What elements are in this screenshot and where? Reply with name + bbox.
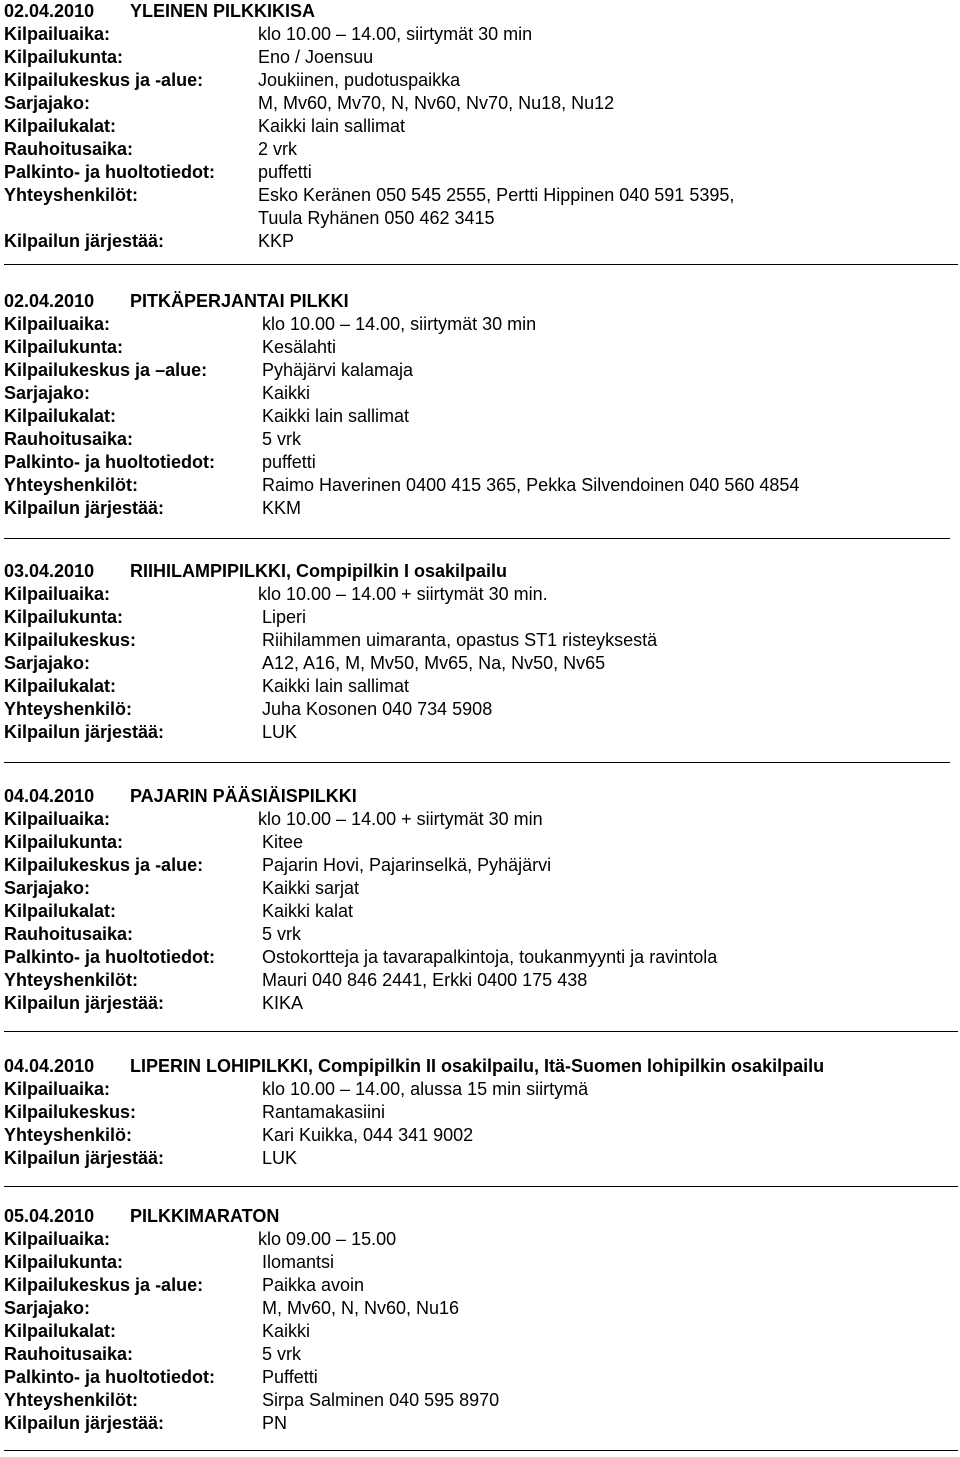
event-header [4, 1055, 958, 1078]
event-title: PITKÄPERJANTAI PILKKI [130, 291, 349, 311]
field-label: Yhteyshenkilöt: [4, 1390, 139, 1410]
field-row [4, 946, 958, 969]
field-value: Esko Keränen 050 545 2555, Pertti Hippinen 040 591 5395, [258, 185, 735, 205]
field-value: Tuula Ryhänen 050 462 3415 [258, 208, 495, 228]
field-row [4, 428, 958, 451]
event-date: 03.04.2010 [4, 561, 95, 581]
event-entry [4, 560, 958, 744]
field-row [4, 451, 958, 474]
field-value: puffetti [262, 452, 316, 472]
field-label: Kilpailuaika: [4, 584, 111, 604]
field-label: Kilpailukeskus: [4, 1102, 137, 1122]
field-value: Sirpa Salminen 040 595 8970 [262, 1390, 500, 1410]
field-value: Kaikki [262, 1321, 311, 1341]
event-entry [4, 785, 958, 1015]
field-label: Kilpailukeskus ja -alue: [4, 70, 204, 90]
field-value: Kaikki lain sallimat [262, 676, 410, 696]
field-row [4, 606, 958, 629]
event-entry [4, 0, 958, 253]
field-label: Kilpailuaika: [4, 314, 111, 334]
field-label: Palkinto- ja huoltotiedot: [4, 947, 215, 967]
field-value: Raimo Haverinen 0400 415 365, Pekka Silvendoinen 040 560 4854 [262, 475, 800, 495]
field-row [4, 161, 958, 184]
field-label: Kilpailukunta: [4, 607, 124, 627]
field-row [4, 1147, 958, 1170]
field-row [4, 336, 958, 359]
field-label: Yhteyshenkilöt: [4, 185, 139, 205]
event-title: PAJARIN PÄÄSIÄISPILKKI [130, 786, 357, 806]
field-label: Kilpailukunta: [4, 337, 124, 357]
field-value: Kaikki lain sallimat [258, 116, 406, 136]
field-row [4, 1366, 958, 1389]
field-row [4, 969, 958, 992]
field-label: Kilpailuaika: [4, 1079, 111, 1099]
field-row [4, 1124, 958, 1147]
field-value: Kesälahti [262, 337, 337, 357]
field-row [4, 652, 958, 675]
field-value: 5 vrk [262, 429, 302, 449]
field-label: Kilpailukunta: [4, 1252, 124, 1272]
field-row [4, 831, 958, 854]
field-row [4, 721, 958, 744]
field-value: klo 10.00 – 14.00 + siirtymät 30 min [258, 809, 543, 829]
field-value: KKM [262, 498, 302, 518]
field-row [4, 405, 958, 428]
field-value: klo 10.00 – 14.00 + siirtymät 30 min. [258, 584, 548, 604]
field-label: Kilpailun järjestää: [4, 231, 165, 251]
field-row [4, 46, 958, 69]
field-value: KIKA [262, 993, 304, 1013]
field-row [4, 1228, 958, 1251]
field-row [4, 138, 958, 161]
field-value: 2 vrk [258, 139, 298, 159]
field-label: Kilpailukeskus ja -alue: [4, 1275, 204, 1295]
event-date: 04.04.2010 [4, 1056, 95, 1076]
field-value: 5 vrk [262, 1344, 302, 1364]
field-label: Yhteyshenkilö: [4, 1125, 133, 1145]
field-label: Rauhoitusaika: [4, 429, 134, 449]
event-entry [4, 1055, 958, 1170]
field-row [4, 230, 958, 253]
field-value: Kaikki sarjat [262, 878, 360, 898]
field-label: Palkinto- ja huoltotiedot: [4, 1367, 215, 1387]
field-value: Kaikki kalat [262, 901, 354, 921]
field-value: Ostokortteja ja tavarapalkintoja, toukanmyynti ja ravintola [262, 947, 718, 967]
field-row [4, 583, 958, 606]
section-divider [4, 1186, 958, 1187]
field-label: Sarjajako: [4, 653, 91, 673]
field-row [4, 115, 958, 138]
event-header [4, 560, 958, 583]
field-value: Riihilammen uimaranta, opastus ST1 risteyksestä [262, 630, 658, 650]
field-row [4, 1412, 958, 1435]
field-label: Kilpailukalat: [4, 116, 117, 136]
field-label: Rauhoitusaika: [4, 1344, 134, 1364]
field-label: Kilpailun järjestää: [4, 498, 165, 518]
field-value: klo 10.00 – 14.00, siirtymät 30 min [258, 24, 533, 44]
field-label: Palkinto- ja huoltotiedot: [4, 452, 215, 472]
event-header [4, 1205, 958, 1228]
field-value: KKP [258, 231, 295, 251]
field-value: Kaikki lain sallimat [262, 406, 410, 426]
field-row [4, 877, 958, 900]
field-value: klo 09.00 – 15.00 [258, 1229, 397, 1249]
field-label: Sarjajako: [4, 383, 91, 403]
field-row [4, 1078, 958, 1101]
field-row [4, 1389, 958, 1412]
field-row [4, 1101, 958, 1124]
event-title: RIIHILAMPIPILKKI, Compipilkin I osakilpailu [130, 561, 508, 581]
field-row [4, 1297, 958, 1320]
section-divider [4, 538, 950, 539]
field-label: Kilpailukalat: [4, 1321, 117, 1341]
field-row [4, 69, 958, 92]
event-header [4, 785, 958, 808]
field-value: PN [262, 1413, 288, 1433]
event-title: PILKKIMARATON [130, 1206, 280, 1226]
event-header [4, 0, 958, 23]
section-divider [4, 264, 958, 265]
field-label: Yhteyshenkilöt: [4, 970, 139, 990]
field-row [4, 1320, 958, 1343]
field-value: Eno / Joensuu [258, 47, 374, 67]
field-value: Liperi [262, 607, 307, 627]
field-label: Kilpailukeskus ja -alue: [4, 855, 204, 875]
field-row [4, 184, 958, 207]
field-value: Pyhäjärvi kalamaja [262, 360, 414, 380]
field-value: puffetti [258, 162, 312, 182]
field-row [4, 474, 958, 497]
field-row [4, 359, 958, 382]
field-label: Palkinto- ja huoltotiedot: [4, 162, 215, 182]
event-date: 02.04.2010 [4, 291, 95, 311]
field-label: Sarjajako: [4, 878, 91, 898]
field-value: Puffetti [262, 1367, 318, 1387]
event-date: 04.04.2010 [4, 786, 95, 806]
event-date: 02.04.2010 [4, 1, 95, 21]
field-row [4, 629, 958, 652]
field-label: Yhteyshenkilöt: [4, 475, 139, 495]
field-value: klo 10.00 – 14.00, siirtymät 30 min [262, 314, 537, 334]
field-row [4, 675, 958, 698]
field-label: Kilpailun järjestää: [4, 1413, 165, 1433]
field-value: Pajarin Hovi, Pajarinselkä, Pyhäjärvi [262, 855, 552, 875]
field-value: Paikka avoin [262, 1275, 365, 1295]
field-label: Sarjajako: [4, 1298, 91, 1318]
field-value: Rantamakasiini [262, 1102, 386, 1122]
field-value: Ilomantsi [262, 1252, 335, 1272]
field-label: Kilpailuaika: [4, 1229, 111, 1249]
field-label: Kilpailukunta: [4, 832, 124, 852]
field-row [4, 313, 958, 336]
event-header [4, 290, 958, 313]
field-row [4, 23, 958, 46]
field-value: Juha Kosonen 040 734 5908 [262, 699, 493, 719]
section-divider [4, 1031, 958, 1032]
field-row [4, 992, 958, 1015]
field-label: Kilpailun järjestää: [4, 1148, 165, 1168]
field-value: klo 10.00 – 14.00, alussa 15 min siirtymä [262, 1079, 589, 1099]
field-label: Sarjajako: [4, 93, 91, 113]
event-entry [4, 290, 958, 520]
field-label: Kilpailuaika: [4, 24, 111, 44]
field-label: Kilpailukunta: [4, 47, 124, 67]
field-value: M, Mv60, Mv70, N, Nv60, Nv70, Nu18, Nu12 [258, 93, 615, 113]
field-label: Kilpailukalat: [4, 406, 117, 426]
field-label: Kilpailukeskus ja –alue: [4, 360, 208, 380]
field-row [4, 854, 958, 877]
field-value: 5 vrk [262, 924, 302, 944]
field-label: Yhteyshenkilö: [4, 699, 133, 719]
field-row [4, 1343, 958, 1366]
field-label: Kilpailukalat: [4, 676, 117, 696]
field-row [4, 382, 958, 405]
field-label: Kilpailukalat: [4, 901, 117, 921]
field-value: LUK [262, 1148, 298, 1168]
field-value: Joukiinen, pudotuspaikka [258, 70, 461, 90]
field-label: Rauhoitusaika: [4, 924, 134, 944]
field-label: Rauhoitusaika: [4, 139, 134, 159]
section-divider [4, 1450, 958, 1451]
field-label: Kilpailun järjestää: [4, 993, 165, 1013]
field-row [4, 92, 958, 115]
field-value: M, Mv60, N, Nv60, Nu16 [262, 1298, 460, 1318]
field-row [4, 923, 958, 946]
event-date: 05.04.2010 [4, 1206, 95, 1226]
field-row [4, 698, 958, 721]
field-row [4, 900, 958, 923]
event-title: LIPERIN LOHIPILKKI, Compipilkin II osakilpailu, Itä-Suomen lohipilkin osakilpailu [130, 1056, 825, 1076]
field-row [4, 1251, 958, 1274]
field-value: A12, A16, M, Mv50, Mv65, Na, Nv50, Nv65 [262, 653, 606, 673]
field-label: Kilpailuaika: [4, 809, 111, 829]
field-value: LUK [262, 722, 298, 742]
field-row [4, 808, 958, 831]
field-value: Kitee [262, 832, 304, 852]
section-divider [4, 762, 950, 763]
field-label: Kilpailun järjestää: [4, 722, 165, 742]
field-row [4, 207, 958, 230]
event-title: YLEINEN PILKKIKISA [130, 1, 316, 21]
field-value: Kari Kuikka, 044 341 9002 [262, 1125, 474, 1145]
field-label: Kilpailukeskus: [4, 630, 137, 650]
event-entry [4, 1205, 958, 1435]
field-value: Mauri 040 846 2441, Erkki 0400 175 438 [262, 970, 588, 990]
field-value: Kaikki [262, 383, 311, 403]
field-row [4, 1274, 958, 1297]
field-row [4, 497, 958, 520]
